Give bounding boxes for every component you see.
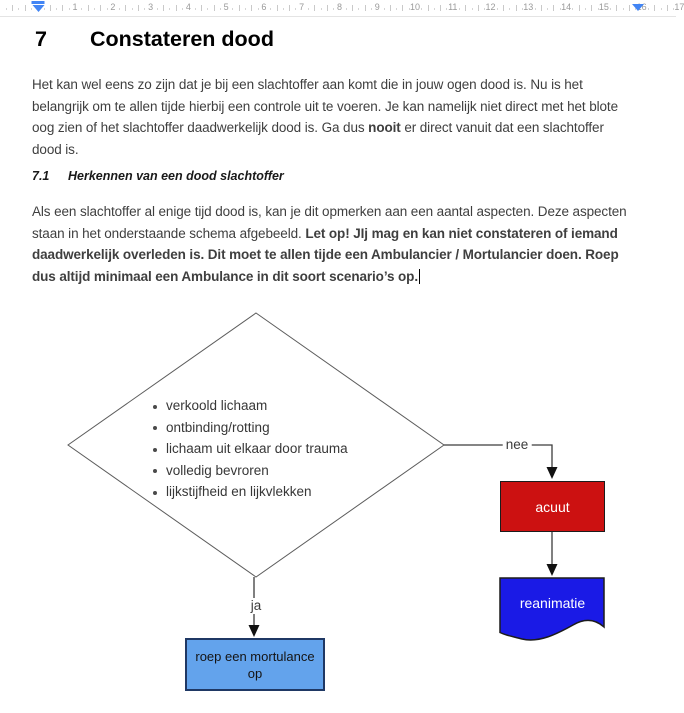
ruler-tick xyxy=(365,5,366,11)
ruler-tick xyxy=(333,8,334,10)
ruler-tick xyxy=(516,5,517,11)
ruler-tick xyxy=(195,8,196,10)
ruler-tick xyxy=(220,8,221,10)
ruler-tick xyxy=(56,8,57,10)
text-run-bold: nooit xyxy=(368,120,401,135)
ruler-tick xyxy=(258,8,259,10)
ruler-tick xyxy=(428,5,429,11)
ruler-tick xyxy=(509,8,510,10)
ruler-tick xyxy=(616,5,617,11)
ruler-tick xyxy=(421,8,422,10)
ruler-tick xyxy=(497,8,498,10)
ruler-tick xyxy=(472,8,473,10)
ruler-tick xyxy=(396,8,397,10)
ruler-tick xyxy=(232,8,233,10)
indent-marker-left[interactable] xyxy=(32,0,45,12)
node-acuut[interactable] xyxy=(500,481,605,532)
arrowhead-down-icon xyxy=(547,467,558,479)
ruler-tick xyxy=(390,5,391,11)
ruler-tick xyxy=(384,8,385,10)
node-mortulance[interactable] xyxy=(185,638,325,691)
ruler-tick xyxy=(207,8,208,10)
right-indent-icon[interactable] xyxy=(632,4,644,11)
ruler-tick xyxy=(661,8,662,10)
ruler-tick xyxy=(119,8,120,10)
flowchart-drawing[interactable] xyxy=(0,300,676,713)
text-run: Als een slachtoffer al enige tijd dood is, kan je dit opmerken aan een aantal aspecten. Deze aspecten staan in het onderstaande schema afgebeeld. xyxy=(32,204,627,241)
list-item: lichaam uit elkaar door trauma xyxy=(150,438,348,460)
ruler-tick xyxy=(547,8,548,10)
edge-label-nee: nee xyxy=(503,437,532,453)
ruler-tick xyxy=(440,5,441,11)
ruler-tick xyxy=(12,5,13,11)
death-signs-list xyxy=(150,395,348,503)
node-label: acuut xyxy=(535,498,570,515)
ruler-number: 13 xyxy=(523,2,534,12)
ruler-tick xyxy=(648,8,649,10)
ruler-number: 9 xyxy=(374,2,380,12)
ruler-tick xyxy=(667,5,668,11)
connector-nee xyxy=(444,445,552,467)
ruler-number: 3 xyxy=(148,2,154,12)
subsection-title: Herkennen van een dood slachtoffer xyxy=(68,169,284,183)
edge-label-ja: ja xyxy=(248,598,265,614)
ruler-tick xyxy=(277,5,278,11)
text-run: er direct vanuit dat een slachtoffer dood is. xyxy=(32,120,604,157)
ruler-number: 2 xyxy=(110,2,116,12)
ruler-tick xyxy=(465,5,466,11)
list-item: volledig bevroren xyxy=(150,460,348,482)
ruler-tick xyxy=(371,8,372,10)
ruler-tick xyxy=(358,8,359,10)
text-run-bold: Let op! JIj mag en kan niet constateren of iemand daadwerkelijk overleden is. Dit moet te allen tijde een Ambulancier / Mortulancier doen. Roep dus altijd minimaal een Ambulance in dit soort scenario’s op. xyxy=(32,225,619,284)
ruler-tick xyxy=(6,8,7,10)
section-title: Constateren dood xyxy=(90,27,274,51)
ruler-tick xyxy=(176,5,177,11)
ruler-tick xyxy=(541,5,542,11)
ruler-tick xyxy=(138,5,139,11)
ruler-number: 4 xyxy=(185,2,191,12)
ruler-number: 7 xyxy=(299,2,305,12)
ruler-tick xyxy=(327,5,328,11)
ruler-tick xyxy=(478,5,479,11)
ruler-number: 16 xyxy=(636,2,647,12)
ruler-tick xyxy=(459,8,460,10)
subsection-number: 7.1 xyxy=(32,169,50,183)
left-indent-icon[interactable] xyxy=(32,5,44,12)
paragraph-intro[interactable] xyxy=(32,74,626,160)
list-item: verkoold lichaam xyxy=(150,395,348,417)
ruler-tick xyxy=(169,8,170,10)
ruler-tick xyxy=(289,5,290,11)
ruler-tick xyxy=(201,5,202,11)
ruler-tick xyxy=(62,5,63,11)
ruler-tick xyxy=(25,5,26,11)
ruler-tick xyxy=(610,8,611,10)
ruler-number: 5 xyxy=(223,2,229,12)
ruler-tick xyxy=(245,8,246,10)
horizontal-ruler xyxy=(0,0,684,17)
ruler-tick xyxy=(239,5,240,11)
text-run: Het kan wel eens zo zijn dat je bij een slachtoffer aan komt die in jouw ogen dood is. Nu is het belangrijk om te allen tijde hierbij een controle uit te voeren. Je kan namelijk niet direct met het blote oog zien of het slachtoffer daadwerkelijk dood is. Ga dus xyxy=(32,77,618,135)
ruler-number: 15 xyxy=(598,2,609,12)
ruler-tick xyxy=(132,8,133,10)
ruler-tick xyxy=(88,5,89,11)
arrowhead-down-icon xyxy=(547,564,558,576)
section-heading[interactable] xyxy=(35,27,274,52)
ruler-tick xyxy=(314,5,315,11)
ruler-tick xyxy=(107,8,108,10)
ruler-tick xyxy=(321,8,322,10)
section-number: 7 xyxy=(35,27,47,51)
text-caret xyxy=(419,269,421,284)
ruler-number: 12 xyxy=(485,2,496,12)
list-item: lijkstijfheid en lijkvlekken xyxy=(150,481,348,503)
ruler-tick xyxy=(81,8,82,10)
ruler-tick xyxy=(157,8,158,10)
ruler-number: 17 xyxy=(674,2,684,12)
node-label: roep een mortulance op xyxy=(195,648,315,681)
node-label: reanimatie xyxy=(519,595,586,611)
ruler-tick xyxy=(295,8,296,10)
ruler-number: 14 xyxy=(561,2,572,12)
ruler-tick xyxy=(434,8,435,10)
subsection-heading[interactable] xyxy=(32,169,284,183)
first-line-indent-icon[interactable] xyxy=(32,1,45,4)
ruler-tick xyxy=(144,8,145,10)
ruler-tick xyxy=(591,5,592,11)
indent-marker-right[interactable] xyxy=(632,0,644,11)
ruler-tick xyxy=(182,8,183,10)
ruler-tick xyxy=(163,5,164,11)
ruler-tick xyxy=(69,8,70,10)
ruler-tick xyxy=(535,8,536,10)
ruler-tick xyxy=(50,5,51,11)
ruler-tick xyxy=(283,8,284,10)
ruler-tick xyxy=(270,8,271,10)
ruler-number: 6 xyxy=(261,2,267,12)
ruler-tick xyxy=(572,8,573,10)
ruler-tick xyxy=(18,8,19,10)
ruler-tick xyxy=(214,5,215,11)
list-item: ontbinding/rotting xyxy=(150,417,348,439)
ruler-tick xyxy=(125,5,126,11)
ruler-number: 11 xyxy=(448,2,458,12)
ruler-tick xyxy=(402,5,403,11)
ruler-tick xyxy=(308,8,309,10)
ruler-tick xyxy=(585,8,586,10)
ruler-tick xyxy=(623,8,624,10)
paragraph-warning[interactable] xyxy=(32,201,632,287)
arrowhead-down-icon xyxy=(249,625,260,637)
ruler-tick xyxy=(629,5,630,11)
ruler-tick xyxy=(100,5,101,11)
ruler-number: 10 xyxy=(409,2,421,12)
ruler-tick xyxy=(94,8,95,10)
node-reanimatie[interactable] xyxy=(499,577,606,643)
ruler-tick xyxy=(352,5,353,11)
ruler-tick xyxy=(579,5,580,11)
ruler-tick xyxy=(553,5,554,11)
ruler-tick xyxy=(503,5,504,11)
ruler-tick xyxy=(346,8,347,10)
ruler-number: 1 xyxy=(72,2,78,12)
ruler-tick xyxy=(654,5,655,11)
ruler-number: 8 xyxy=(336,2,342,12)
ruler-tick xyxy=(251,5,252,11)
